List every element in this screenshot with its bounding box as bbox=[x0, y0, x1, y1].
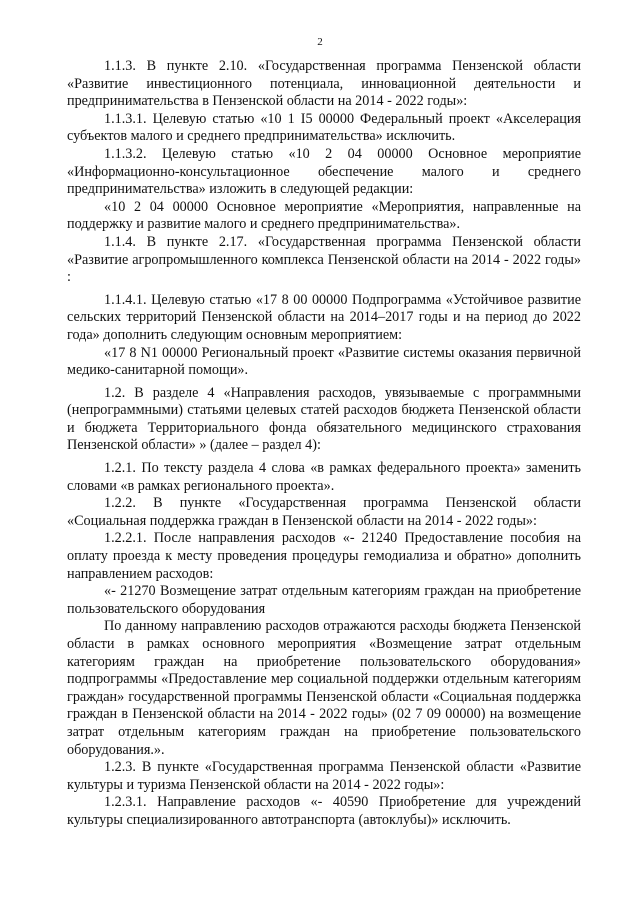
paragraph-1-2-2: 1.2.2. В пункте «Государственная программа Пензенской области «Социальная поддержка граждан в Пензенской области на 2014 - 2022 годы»: bbox=[67, 495, 581, 529]
paragraph-new-event-17-8-n1: «17 8 N1 00000 Региональный проект «Развитие системы оказания первичной медико-санитарной помощи». bbox=[67, 344, 581, 379]
paragraph-1-1-3-1: 1.1.3.1. Целевую статью «10 1 I5 00000 Федеральный проект «Акселерация субъектов малого и среднего предпринимательства» исключить. bbox=[67, 110, 581, 145]
paragraph-1-2: 1.2. В разделе 4 «Направления расходов, увязываемые с программными (непрограммными) статьями целевых статей расходов бюджета Пензенской области и бюджета Территориального фонда обязательного медицинского страхования Пензенской области» » (далее – раздел 4): bbox=[67, 384, 581, 454]
document-body bbox=[67, 58, 581, 830]
paragraph-1-1-4: 1.1.4. В пункте 2.17. «Государственная программа Пензенской области «Развитие агропромышленного комплекса Пензенской области на 2014 - 2022 годы» : bbox=[67, 233, 581, 286]
paragraph-1-1-4-1: 1.1.4.1. Целевую статью «17 8 00 00000 Подпрограмма «Устойчивое развитие сельских территорий Пензенской области на 2014–2017 годы и на период до 2022 года» дополнить следующим основным мероприятием: bbox=[67, 291, 581, 343]
paragraph-1-2-3: 1.2.3. В пункте «Государственная программа Пензенской области «Развитие культуры и туризма Пензенской области на 2014 - 2022 годы»: bbox=[67, 759, 581, 793]
paragraph-1-1-3: 1.1.3. В пункте 2.10. «Государственная программа Пензенской области «Развитие инвестиционного потенциала, инновационной деятельности и предпринимательства в Пензенской области на 2014 - 2022 годы»: bbox=[67, 58, 581, 110]
paragraph-1-2-3-1: 1.2.3.1. Направление расходов «- 40590 Приобретение для учреждений культуры специализированного автотранспорта (автоклубы)» исключить. bbox=[67, 794, 581, 828]
page-number: 2 bbox=[317, 36, 323, 48]
paragraph-expense-21270-description: По данному направлению расходов отражаются расходы бюджета Пензенской области в рамках основного мероприятия «Возмещение затрат отдельным категориям граждан на приобретение пользовательского оборудования» подпрограммы «Предоставление мер социальной поддержки отдельным категориям граждан» государственной программы Пензенской области «Социальная поддержка граждан в Пензенской области на 2014 - 2022 годы» (02 7 09 00000) на возмещение затрат отдельным категориям граждан на приобретение пользовательского оборудования.». bbox=[67, 618, 581, 758]
paragraph-1-1-3-2: 1.1.3.2. Целевую статью «10 2 04 00000 Основное мероприятие «Информационно-консультационное обеспечение малого и среднего предпринимательства» изложить в следующей редакции: bbox=[67, 145, 581, 198]
paragraph-new-wording-10-2-04: «10 2 04 00000 Основное мероприятие «Мероприятия, направленные на поддержку и развитие малого и среднего предпринимательства». bbox=[67, 198, 581, 233]
paragraph-1-2-1: 1.2.1. По тексту раздела 4 слова «в рамках федерального проекта» заменить словами «в рамках регионального проекта». bbox=[67, 460, 581, 494]
paragraph-1-2-2-1: 1.2.2.1. После направления расходов «- 21240 Предоставление пособия на оплату проезда к месту проведения процедуры гемодиализа и обратно» дополнить направлением расходов: bbox=[67, 530, 581, 582]
paragraph-expense-21270: «- 21270 Возмещение затрат отдельным категориям граждан на приобретение пользовательского оборудования bbox=[67, 583, 581, 617]
